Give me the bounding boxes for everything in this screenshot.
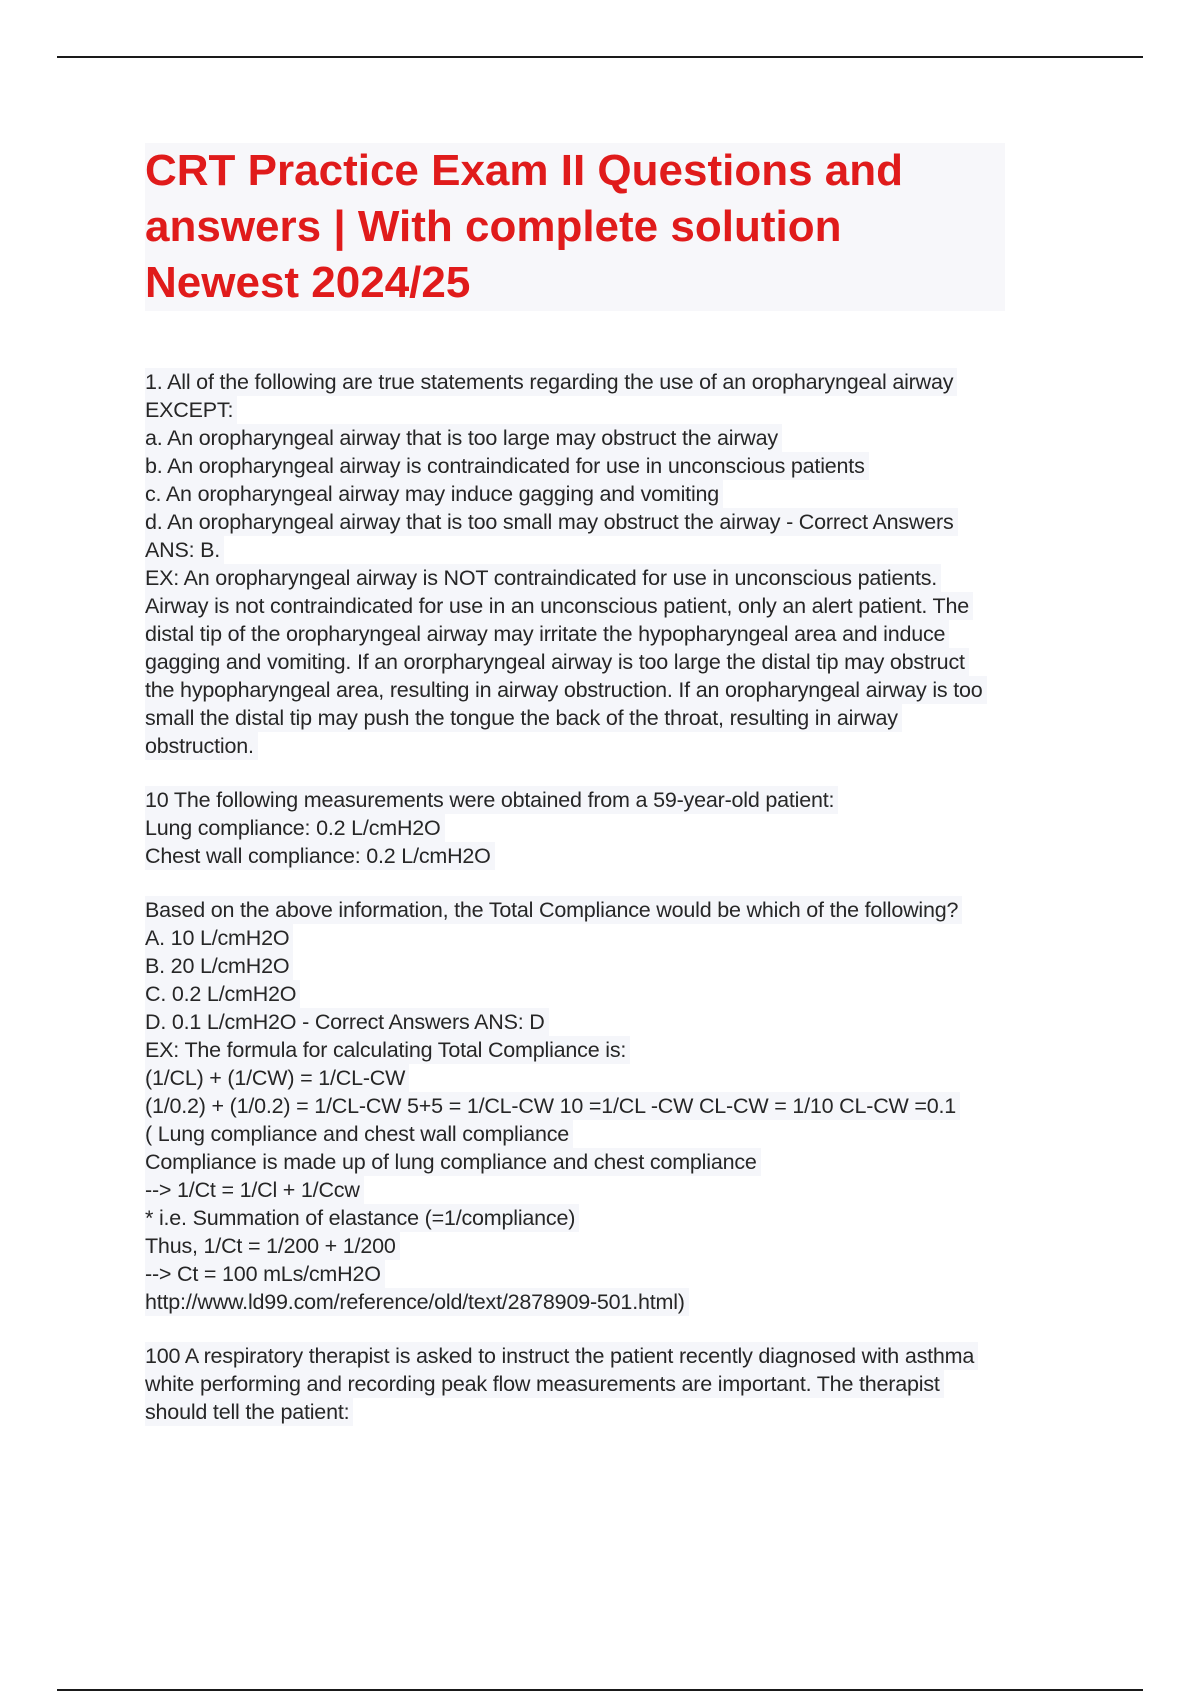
question-1-line: EXCEPT: [145,396,237,424]
header-rule [57,56,1143,58]
question-1 [145,368,1085,760]
option-c: c. An oropharyngeal airway may induce gagging and vomiting [145,480,723,508]
option-a: A. 10 L/cmH2O [145,924,293,952]
explanation-line: Compliance is made up of lung compliance and chest compliance [145,1148,761,1176]
explanation-line: ( Lung compliance and chest wall compliance [145,1120,573,1148]
explanation-line: Airway is not contraindicated for use in an unconscious patient, only an alert patient. The [145,592,973,620]
question-100-line: should tell the patient: [145,1398,353,1426]
explanation-line: * i.e. Summation of elastance (=1/compliance) [145,1204,579,1232]
explanation-line: small the distal tip may push the tongue the back of the throat, resulting in airway [145,704,902,732]
footer-rule [57,1689,1143,1691]
option-c: C. 0.2 L/cmH2O [145,980,300,1008]
formula-line: Thus, 1/Ct = 1/200 + 1/200 [145,1232,400,1260]
question-10 [145,786,1085,1316]
paragraph-gap [145,870,1085,896]
option-b: b. An oropharyngeal airway is contraindicated for use in unconscious patients [145,452,869,480]
option-d: d. An oropharyngeal airway that is too small may obstruct the airway - Correct Answers [145,508,958,536]
formula-line: (1/0.2) + (1/0.2) = 1/CL-CW 5+5 = 1/CL-CW 10 =1/CL -CW CL-CW = 1/10 CL-CW =0.1 [145,1092,960,1120]
explanation-line: the hypopharyngeal area, resulting in airway obstruction. If an oropharyngeal airway is too [145,676,987,704]
explanation-line: gagging and vomiting. If an ororpharyngeal airway is too large the distal tip may obstruct [145,648,969,676]
title-line: CRT Practice Exam II Questions and [145,146,904,195]
question-100-line: 100 A respiratory therapist is asked to instruct the patient recently diagnosed with asthma [145,1342,978,1370]
question-100 [145,1342,1085,1426]
reference-url: http://www.ld99.com/reference/old/text/2878909-501.html) [145,1288,689,1316]
formula-line: --> 1/Ct = 1/Cl + 1/Ccw [145,1176,364,1204]
question-100-line: white performing and recording peak flow measurements are important. The therapist [145,1370,944,1398]
measurement-line: Lung compliance: 0.2 L/cmH2O [145,814,445,842]
option-a: a. An oropharyngeal airway that is too large may obstruct the airway [145,424,782,452]
question-10-prompt: Based on the above information, the Total Compliance would be which of the following? [145,896,962,924]
explanation-line: EX: The formula for calculating Total Compliance is: [145,1036,630,1064]
title-line: answers | With complete solution [145,202,842,251]
question-1-line: 1. All of the following are true statements regarding the use of an oropharyngeal airway [145,368,957,396]
formula-line: --> Ct = 100 mLs/cmH2O [145,1260,385,1288]
document-title [145,143,1005,311]
measurement-line: Chest wall compliance: 0.2 L/cmH2O [145,842,495,870]
option-d: D. 0.1 L/cmH2O - Correct Answers ANS: D [145,1008,549,1036]
answer-label: ANS: B. [145,536,224,564]
option-b: B. 20 L/cmH2O [145,952,293,980]
explanation-line: obstruction. [145,732,258,760]
explanation-line: EX: An oropharyngeal airway is NOT contraindicated for use in unconscious patients. [145,564,941,592]
formula-line: (1/CL) + (1/CW) = 1/CL-CW [145,1064,409,1092]
question-10-intro: 10 The following measurements were obtained from a 59-year-old patient: [145,786,838,814]
explanation-line: distal tip of the oropharyngeal airway may irritate the hypopharyngeal area and induce [145,620,949,648]
title-line: Newest 2024/25 [145,258,471,307]
